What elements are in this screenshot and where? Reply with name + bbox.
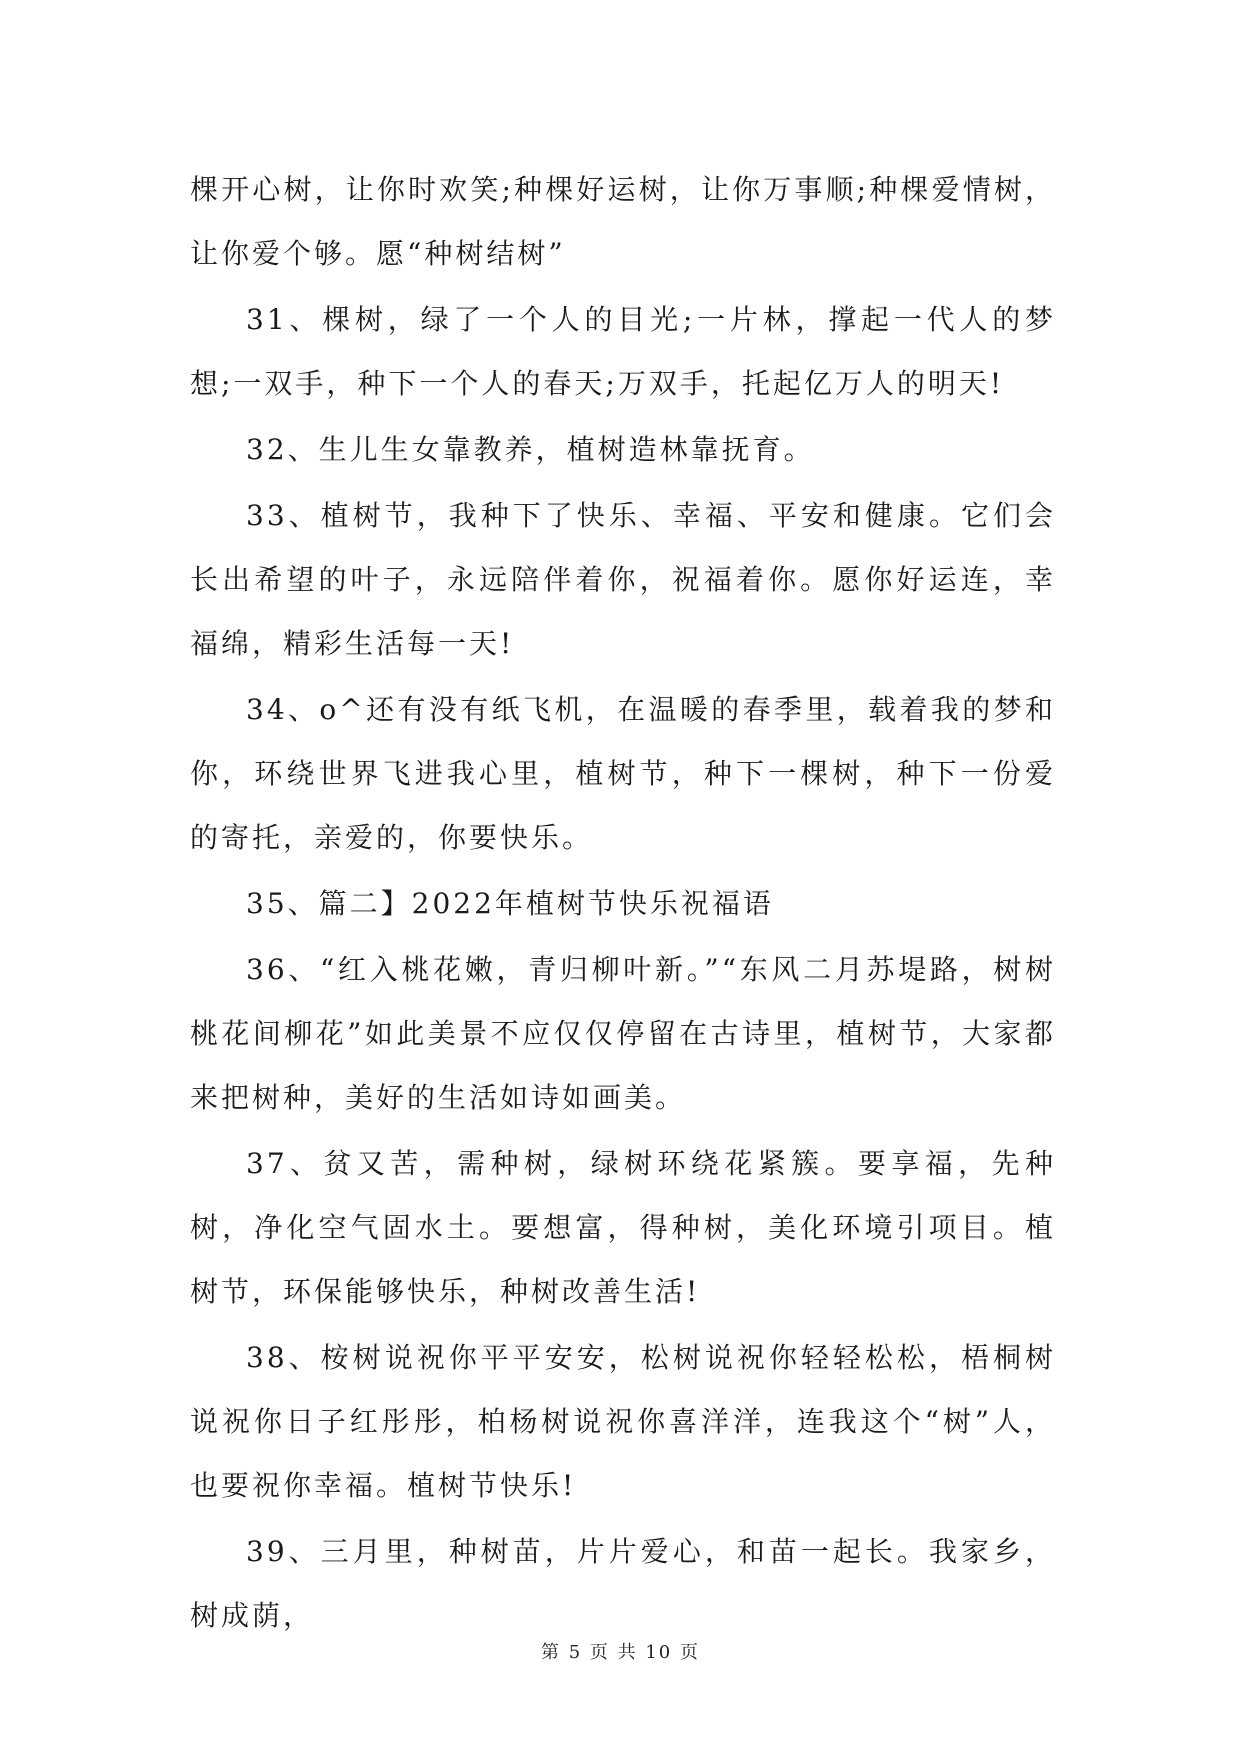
paragraph: 棵开心树，让你时欢笑;种棵好运树，让你万事顺;种棵爱情树，让你爱个够。愿“种树结树” bbox=[190, 173, 1056, 270]
paragraph: 38、桉树说祝你平平安安，松树说祝你轻轻松松，梧桐树说祝你日子红彤彤，柏杨树说祝你喜洋洋，连我这个“树”人，也要祝你幸福。植树节快乐! bbox=[190, 1341, 1056, 1502]
paragraph: 32、生儿生女靠教养，植树造林靠抚育。 bbox=[246, 433, 815, 466]
paragraph: 39、三月里，种树苗，片片爱心，和苗一起长。我家乡，树成荫， bbox=[190, 1535, 1056, 1632]
paragraph: 37、贫又苦，需种树，绿树环绕花紧簇。要享福，先种树，净化空气固水土。要想富，得种树，美化环境引项目。植树节，环保能够快乐，种树改善生活! bbox=[190, 1147, 1056, 1308]
paragraph: 34、o^还有没有纸飞机，在温暖的春季里，载着我的梦和你，环绕世界飞进我心里，植树节，种下一棵树，种下一份爱的寄托，亲爱的，你要快乐。 bbox=[190, 693, 1056, 854]
paragraph: 36、“红入桃花嫩，青归柳叶新。”“东风二月苏堤路，树树桃花间柳花”如此美景不应仅仅停留在古诗里，植树节，大家都来把树种，美好的生活如诗如画美。 bbox=[190, 953, 1056, 1114]
paragraph: 31、棵树，绿了一个人的目光;一片林，撑起一代人的梦想;一双手，种下一个人的春天;万双手，托起亿万人的明天! bbox=[190, 303, 1056, 400]
paragraph: 35、篇二】2022年植树节快乐祝福语 bbox=[246, 887, 774, 920]
page-number-footer: 第 5 页 共 10 页 bbox=[541, 1642, 700, 1663]
document-body bbox=[190, 158, 1056, 1650]
paragraph: 33、植树节，我种下了快乐、幸福、平安和健康。它们会长出希望的叶子，永远陪伴着你，祝福着你。愿你好运连，幸福绵，精彩生活每一天! bbox=[190, 499, 1056, 660]
